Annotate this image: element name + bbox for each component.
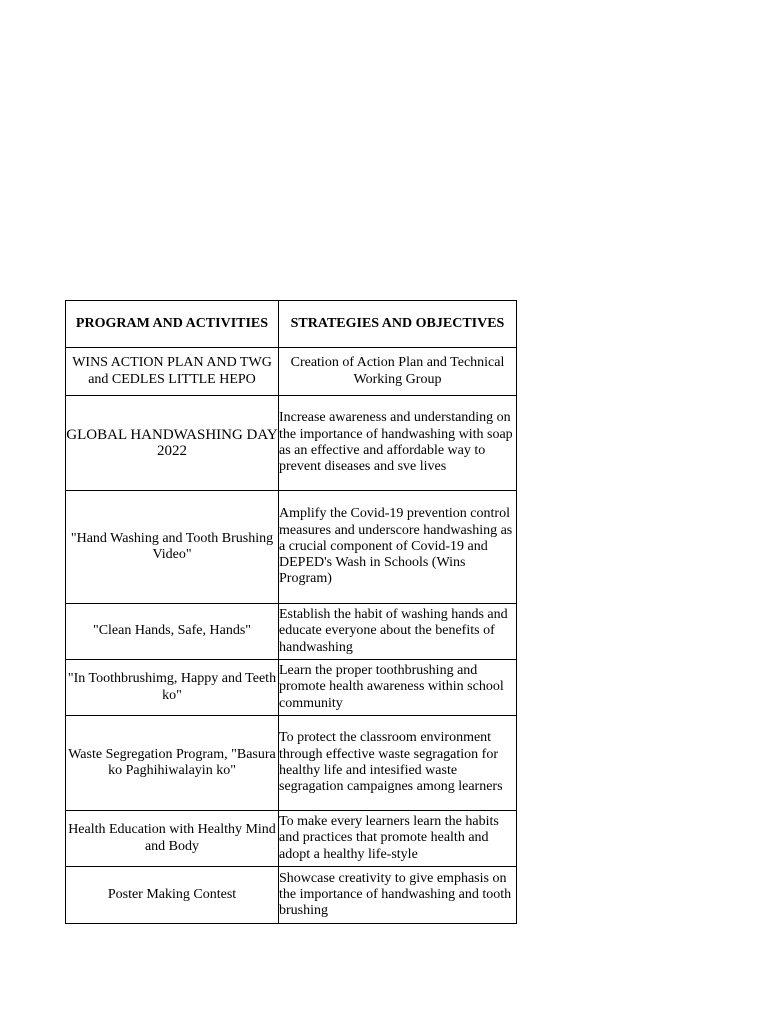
table-header-row <box>66 301 517 348</box>
strategy-cell: Increase awareness and understanding on the importance of handwashing with soap as an effective and affordable way to prevent diseases and sve lives <box>279 396 517 491</box>
strategy-cell: Showcase creativity to give emphasis on the importance of handwashing and tooth brushing <box>279 867 517 924</box>
program-cell: "Hand Washing and Tooth Brushing Video" <box>66 491 279 604</box>
program-cell: GLOBAL HANDWASHING DAY 2022 <box>66 396 279 491</box>
program-activities-table <box>65 300 517 924</box>
program-cell: "In Toothbrushimg, Happy and Teeth ko" <box>66 660 279 716</box>
strategy-cell: Amplify the Covid-19 prevention control measures and underscore handwashing as a crucial component of Covid-19 and DEPED's Wash in Schools (Wins Program) <box>279 491 517 604</box>
header-program: PROGRAM AND ACTIVITIES <box>66 301 279 348</box>
strategy-cell: Establish the habit of washing hands and educate everyone about the benefits of handwashing <box>279 604 517 660</box>
table-row <box>66 867 517 924</box>
program-cell: Waste Segregation Program, "Basura ko Paghihiwalayin ko" <box>66 716 279 811</box>
strategy-cell: To protect the classroom environment through effective waste segragation for healthy life and intesified waste segragation campaignes among learners <box>279 716 517 811</box>
strategy-cell: Learn the proper toothbrushing and promote health awareness within school community <box>279 660 517 716</box>
table-row <box>66 660 517 716</box>
strategy-cell: Creation of Action Plan and Technical Working Group <box>279 348 517 396</box>
program-cell: "Clean Hands, Safe, Hands" <box>66 604 279 660</box>
table-row <box>66 348 517 396</box>
table-row <box>66 491 517 604</box>
table-row <box>66 716 517 811</box>
table-row <box>66 811 517 867</box>
program-cell: Poster Making Contest <box>66 867 279 924</box>
table-row <box>66 604 517 660</box>
header-strategy: STRATEGIES AND OBJECTIVES <box>279 301 517 348</box>
table-row <box>66 396 517 491</box>
strategy-cell: To make every learners learn the habits and practices that promote health and adopt a healthy life-style <box>279 811 517 867</box>
program-cell: WINS ACTION PLAN AND TWG and CEDLES LITTLE HEPO <box>66 348 279 396</box>
program-cell: Health Education with Healthy Mind and Body <box>66 811 279 867</box>
